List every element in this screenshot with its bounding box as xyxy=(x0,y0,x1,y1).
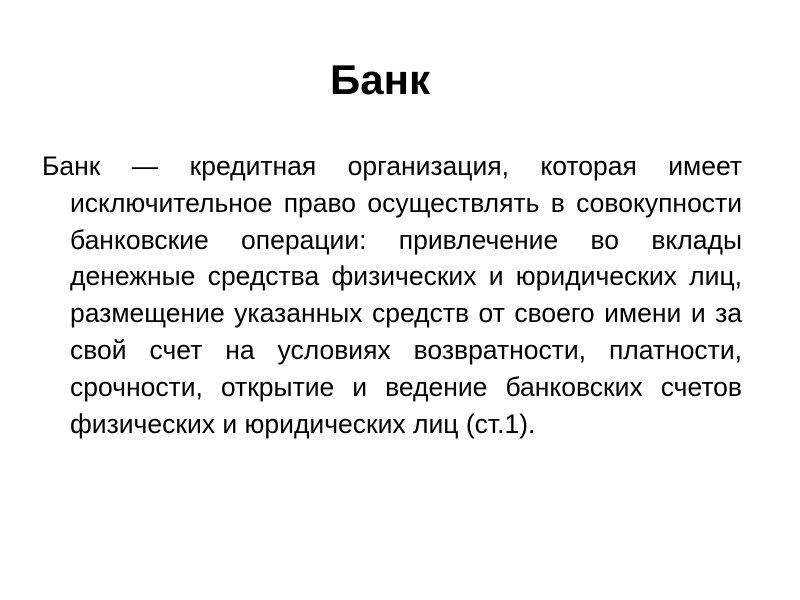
slide-title: Банк xyxy=(330,56,430,103)
definition-paragraph: Банк — кредитная организация, которая имеет исключительное право осуществлять в совокупности банковские операции: привлечение во вклады денежные средства физических и юридических лиц, размещение указанных средств от своего имени и за свой счет на условиях возвратности, платности, срочности, открытие и ведение банковских счетов физических и юридических лиц (ст.1). xyxy=(42,151,742,439)
